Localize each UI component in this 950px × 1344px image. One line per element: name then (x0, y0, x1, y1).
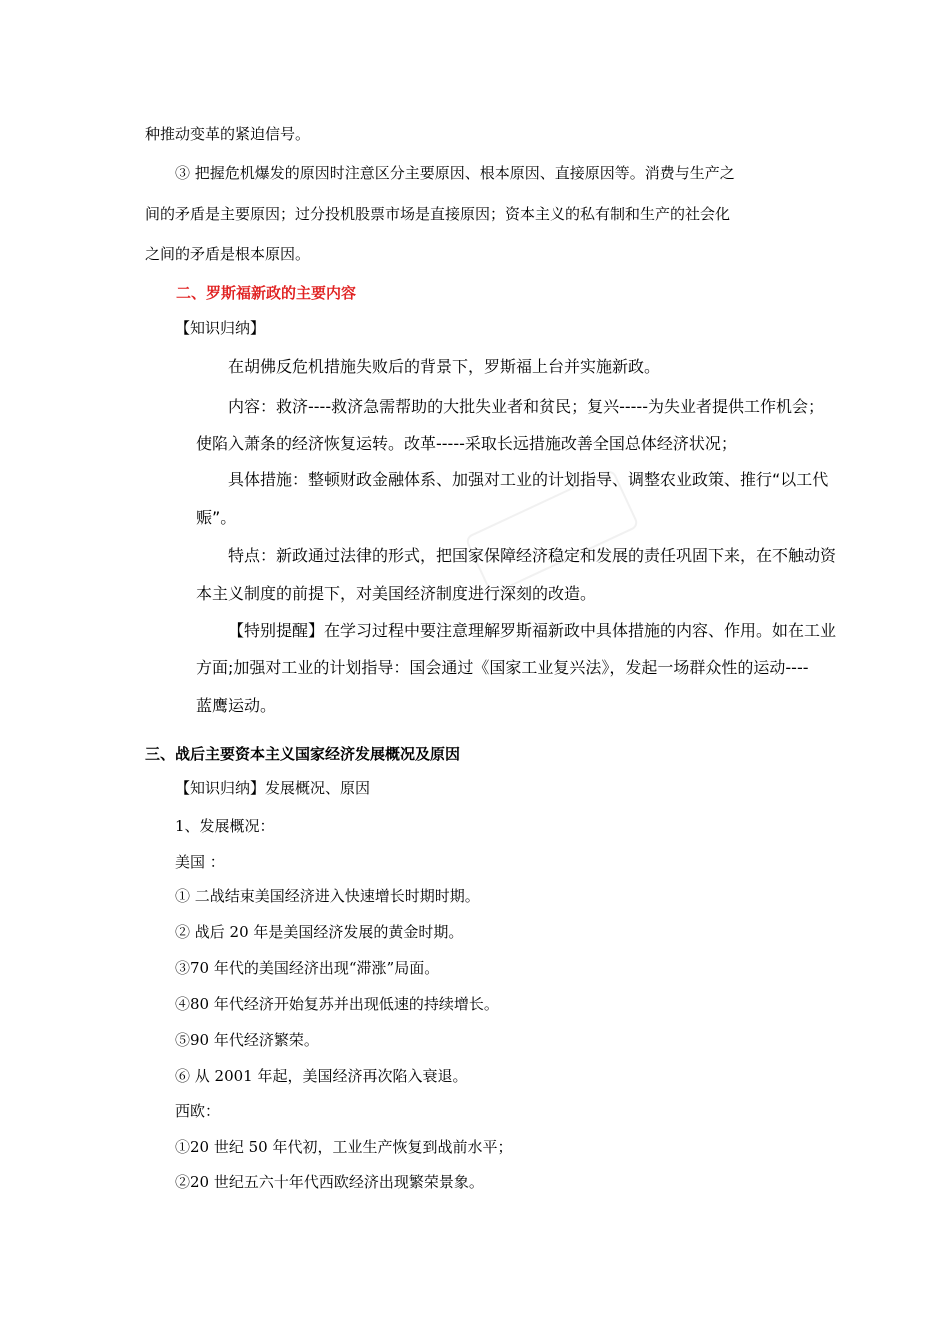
list-item: ⑤90 年代经济繁荣。 (175, 1031, 319, 1049)
list-item: ②20 世纪五六十年代西欧经济出现繁荣景象。 (175, 1173, 484, 1191)
image-text-line: 蓝鹰运动。 (196, 696, 277, 715)
list-item: ①20 世纪 50 年代初，工业生产恢复到战前水平； (175, 1138, 513, 1156)
image-text-line: 特点：新政通过法律的形式，把国家保障经济稳定和发展的责任巩固下来，在不触动资 (228, 546, 837, 565)
image-text-line: 本主义制度的前提下，对美国经济制度进行深刻的改造。 (196, 584, 597, 603)
list-item: ④80 年代经济开始复苏并出现低速的持续增长。 (175, 995, 499, 1013)
image-text-line: 内容：救济----救济急需帮助的大批失业者和贫民；复兴-----为失业者提供工作机会； (228, 397, 824, 416)
subheading: 1、发展概况： (175, 817, 275, 835)
section-heading: 二、罗斯福新政的主要内容 (176, 284, 357, 302)
region-label: 西欧： (175, 1102, 221, 1120)
image-text-line: 具体措施：整顿财政金融体系、加强对工业的计划指导、调整农业政策、推行“以工代 (228, 470, 829, 489)
region-label: 美国 ： (175, 853, 225, 871)
image-text-line: 方面;加强对工业的计划指导：国会通过《国家工业复兴法》，发起一场群众性的运动---- (196, 658, 809, 677)
list-item: ① 二战结束美国经济进入快速增长时期时期。 (175, 887, 480, 905)
list-item: ② 战后 20 年是美国经济发展的黄金时期。 (175, 923, 464, 941)
image-text-line: 在胡佛反危机措施失败后的背景下，罗斯福上台并实施新政。 (228, 357, 661, 376)
section-heading: 三、战后主要资本主义国家经济发展概况及原因 (145, 745, 461, 763)
section-label: 【知识归纳】 (175, 319, 266, 337)
image-text-line: 【特别提醒】在学习过程中要注意理解罗斯福新政中具体措施的内容、作用。如在工业 (228, 621, 837, 640)
image-text-line: 赈”。 (196, 508, 237, 527)
list-item: ⑥ 从 2001 年起，美国经济再次陷入衰退。 (175, 1067, 468, 1085)
paragraph-line: ③ 把握危机爆发的原因时注意区分主要原因、根本原因、直接原因等。消费与生产之 (175, 164, 735, 182)
paragraph-line: 种推动变革的紧迫信号。 (145, 125, 311, 143)
image-text-line: 使陷入萧条的经济恢复运转。改革-----采取长远措施改善全国总体经济状况； (196, 434, 737, 453)
paragraph-line: 之间的矛盾是根本原因。 (145, 245, 311, 263)
section-label: 【知识归纳】发展概况、原因 (175, 779, 371, 797)
paragraph-line: 间的矛盾是主要原因；过分投机股票市场是直接原因；资本主义的私有制和生产的社会化 (145, 205, 731, 223)
list-item: ③70 年代的美国经济出现“滞涨”局面。 (175, 959, 440, 977)
